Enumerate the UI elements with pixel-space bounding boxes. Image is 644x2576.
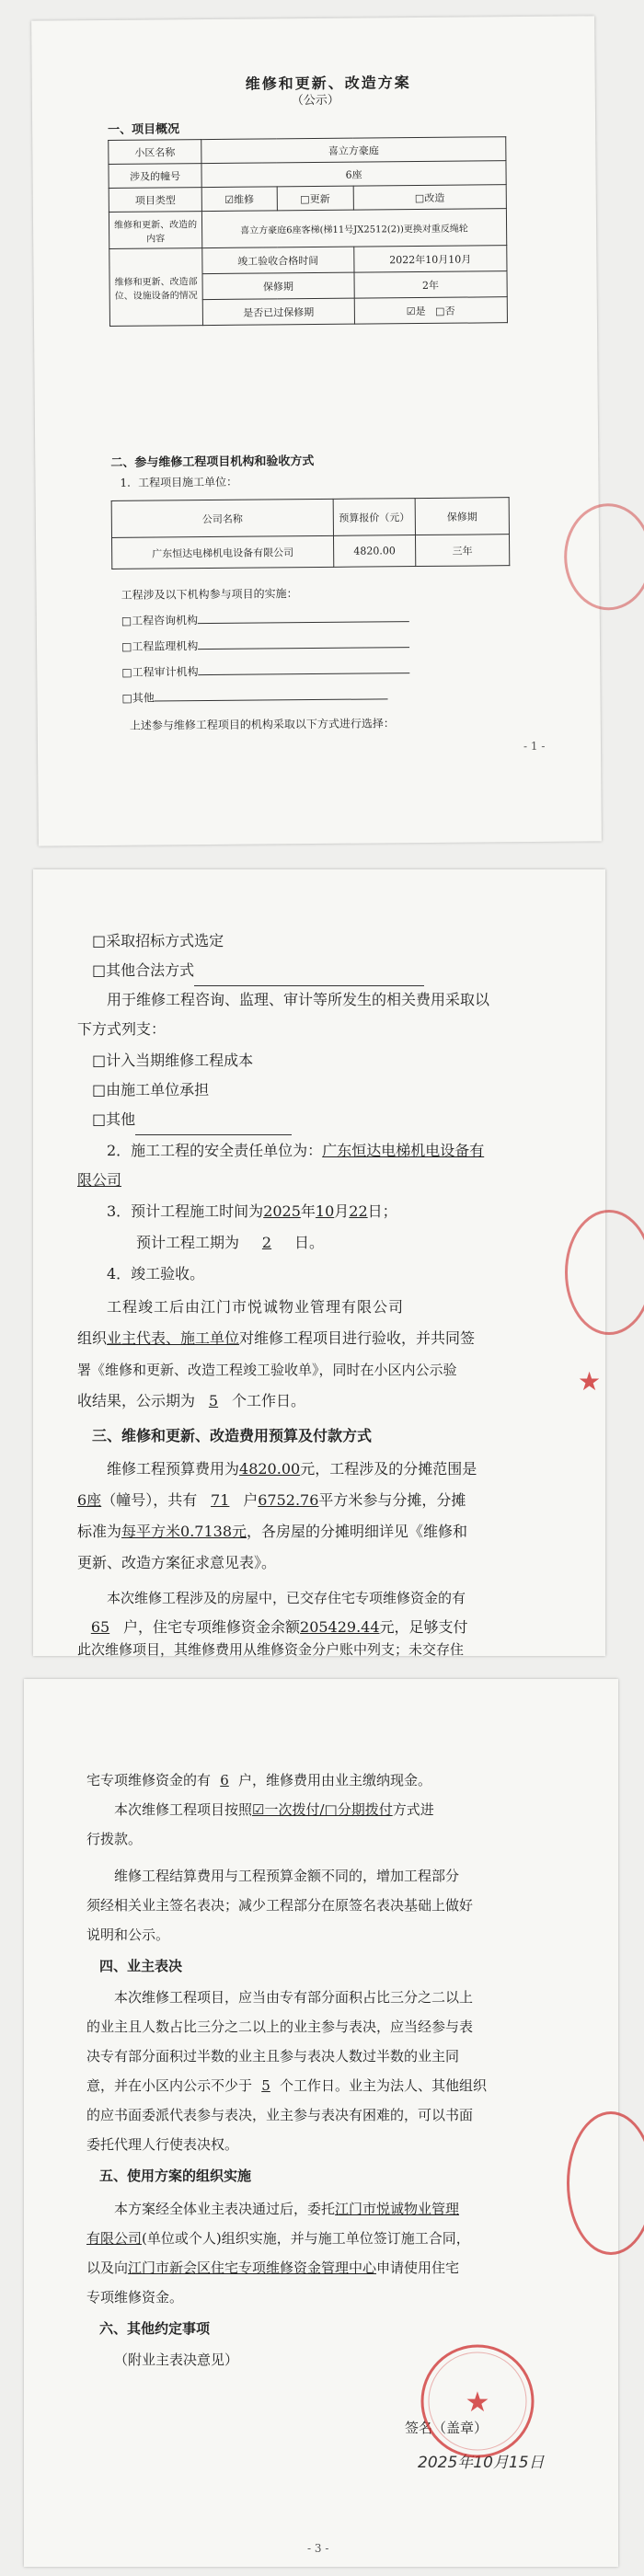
fund-line-3: 此次维修项目，其维修费用从维修资金分户账中列支；未交存住	[77, 1641, 465, 1658]
vote-line-1: 本次维修工程项目，应当由专有部分面积占比三分之二以上	[114, 1989, 474, 2006]
impl-line-1: 本方案经全体业主表决通过后，委托江门市悦诚物业管理	[114, 2201, 460, 2217]
cell-company: 广东恒达电梯机电设备有限公司	[112, 535, 334, 569]
fee-option-cost: □计入当期维修工程成本	[92, 1052, 254, 1069]
acceptance-text-3: 署《维修和更新、改造工程竣工验收单》，同时在小区内公示验	[77, 1362, 457, 1378]
official-seal	[564, 503, 644, 611]
document-page-1	[31, 16, 602, 845]
page-number: - 3 -	[307, 2542, 329, 2555]
section-heading-budget: 三、维修和更新、改造费用预算及付款方式	[92, 1427, 373, 1444]
other-orgs-intro: 工程涉及以下机构参与项目的实施：	[121, 587, 298, 602]
official-seal	[567, 2111, 644, 2255]
checkbox-yes: ☑是	[406, 305, 426, 317]
fee-intro-line1: 用于维修工程咨询、监理、审计等所发生的相关费用采取以	[107, 991, 490, 1008]
cell-label: 保修期	[202, 272, 354, 299]
payment-line-1: 本次维修工程项目按照☑一次拨付/□分期拨付方式进	[114, 1801, 434, 1818]
vote-line-6: 委托代理人行使表决权。	[86, 2136, 239, 2153]
budget-line-3: 标准为每平方米0.7138元，各房屋的分摊明细详见《维修和	[77, 1523, 468, 1540]
vote-line-4: 意，并在小区内公示不少于 5 个工作日。业主为法人、其他组织	[86, 2077, 488, 2094]
fee-intro-line2: 下方式列支：	[77, 1020, 167, 1038]
section-heading-implementation: 五、使用方案的组织实施	[99, 2168, 252, 2184]
cell-value: 2年	[354, 271, 508, 298]
safety-unit-line2: 限公司	[77, 1171, 122, 1189]
period-line: 预计工程工期为 2 日。	[136, 1234, 325, 1251]
contractor-subheading: 1．工程项目施工单位：	[120, 475, 238, 489]
cell-value: 喜立方豪庭6座客梯(梯11号JX2512(2))更换对重反绳轮	[201, 209, 506, 248]
document-title: 维修和更新、改造方案	[245, 74, 411, 93]
schedule-line: 3．预计工程施工时间为2025年10月22日；	[107, 1202, 397, 1220]
acceptance-text-1: 工程竣工后由江门市悦诚物业管理有限公司	[107, 1298, 405, 1316]
option-other-method: □其他合法方式	[92, 956, 424, 986]
fund-cont-line: 宅专项维修资金的有 6 户，维修费用由业主缴纳现金。	[86, 1772, 432, 1788]
document-page-2	[33, 869, 605, 1656]
fund-line-2: 65 户，住宅专项维修资金余额205429.44元，足够支付	[90, 1618, 468, 1636]
cell-value: 6座	[201, 161, 506, 188]
cell-value: 喜立方豪庭	[201, 137, 506, 164]
cell-label: 竣工验收合格时间	[202, 247, 354, 273]
impl-line-3: 以及向江门市新会区住宅专项维修资金管理中心申请使用住宅	[86, 2260, 460, 2276]
fee-option-contractor: □由施工单位承担	[92, 1081, 210, 1098]
budget-line-2: 6座（幢号），共有 71 户6752.76平方米参与分摊，分摊	[77, 1491, 466, 1509]
document-subtitle: （公示）	[291, 93, 339, 109]
option-bidding: □采取招标方式选定	[92, 932, 224, 949]
cell-label: 是否已过保修期	[202, 298, 354, 325]
settlement-line-2: 须经相关业主签名表决；减少工程部分在原签名表决基础上做好	[86, 1897, 474, 1914]
page-number: - 1 -	[523, 739, 546, 753]
settlement-line-3: 说明和公示。	[86, 1926, 170, 1943]
selection-method-text: 上述参与维修工程项目的机构采取以下方式进行选择：	[129, 717, 395, 732]
acceptance-text-2: 组织业主代表、施工单位对维修工程项目进行验收，并共同签	[77, 1329, 476, 1347]
checkbox-update: □更新	[277, 186, 353, 211]
vote-line-5: 的应书面委派代表参与表决，业主参与表决有困难的，可以书面	[86, 2107, 474, 2123]
header-budget: 预算报价（元）	[333, 499, 415, 536]
seal-star-icon: ★	[465, 2386, 490, 2419]
cell-label: 小区名称	[109, 140, 201, 165]
header-warranty: 保修期	[415, 498, 509, 535]
section-heading-organizations: 二、参与维修工程项目机构和验收方式	[110, 454, 315, 470]
payment-line-2: 行拨款。	[86, 1831, 143, 1847]
section-heading-other: 六、其他约定事项	[99, 2320, 211, 2337]
budget-line-1: 维修工程预算费用为4820.00元，工程涉及的分摊范围是	[107, 1460, 477, 1478]
company-seal	[418, 2341, 537, 2461]
overview-table	[108, 136, 508, 327]
org-option-supervision: □工程监理机构	[121, 638, 409, 653]
official-seal	[565, 1210, 644, 1335]
attachment-note: （附业主表决意见）	[114, 2352, 239, 2368]
checkbox-renovate: □改造	[353, 185, 507, 210]
cell-label: 项目类型	[109, 188, 201, 213]
fund-line-1: 本次维修工程涉及的房屋中，已交存住宅专项维修资金的有	[107, 1590, 466, 1606]
org-option-consulting: □工程咨询机构	[121, 612, 409, 627]
document-page-3	[24, 1679, 618, 2567]
org-option-audit: □工程审计机构	[121, 663, 409, 679]
acceptance-text-4: 收结果，公示期为 5 个工作日。	[77, 1392, 306, 1409]
impl-line-4: 专项维修资金。	[86, 2289, 184, 2306]
cell-label: 维修和更新、改造的内容	[109, 212, 201, 249]
checkbox-no: □否	[435, 305, 455, 317]
settlement-line-1: 维修工程结算费用与工程预算金额不同的，增加工程部分	[114, 1868, 460, 1884]
org-option-other: □其他	[121, 689, 387, 705]
cell-label: 维修和更新、改造部位、设施设备的情况	[109, 248, 203, 327]
cell-value: 2022年10月10月	[353, 246, 507, 272]
contractor-table	[111, 497, 511, 569]
cell-label: 涉及的幢号	[109, 164, 201, 189]
signature-date: 2025年10月15日	[418, 2454, 545, 2472]
cell-warranty: 三年	[415, 535, 509, 567]
vote-line-2: 的业主且人数占比三分之二以上的业主参与表决，应当经参与表	[86, 2018, 474, 2035]
budget-line-4: 更新、改造方案征求意见表》。	[77, 1554, 277, 1571]
signature-label: 签名（盖章）	[405, 2420, 489, 2436]
section-heading-vote: 四、业主表决	[99, 1958, 183, 1974]
vote-line-3: 决专有部分面积过半数的业主且参与表决人数过半数的业主同	[86, 2048, 460, 2064]
cell-budget: 4820.00	[333, 535, 415, 568]
safety-unit-line: 2．施工工程的安全责任单位为：广东恒达电梯机电设备有	[107, 1142, 485, 1159]
impl-line-2: 有限公司(单位或个人)组织实施，并与施工单位签订施工合同，	[86, 2230, 470, 2247]
checkbox-repair: ☑维修	[201, 187, 277, 212]
fee-option-other: □其他	[92, 1105, 292, 1135]
acceptance-heading: 4．竣工验收。	[107, 1265, 205, 1282]
seal-star-icon: ★	[578, 1366, 602, 1397]
header-company: 公司名称	[111, 499, 333, 537]
section-heading-overview: 一、项目概况	[108, 122, 180, 137]
cell-value	[354, 297, 508, 324]
